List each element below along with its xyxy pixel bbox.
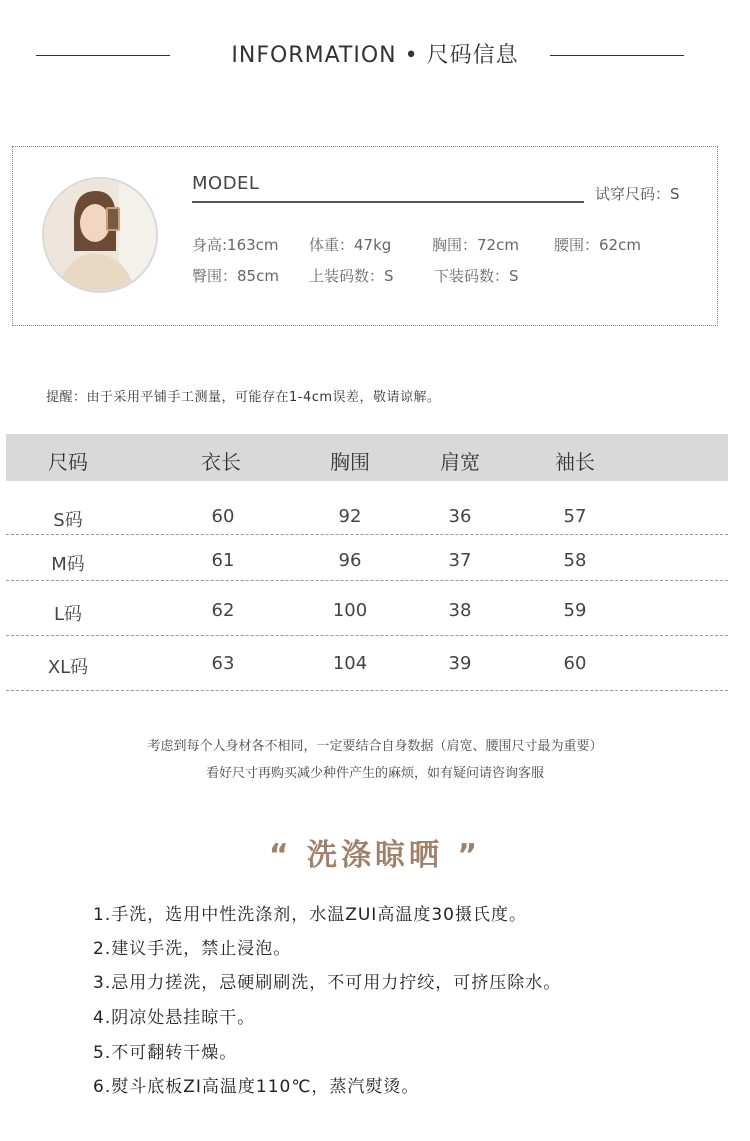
size-note-2: 看好尺寸再购买减少种件产生的麻烦，如有疑问请咨询客服 bbox=[205, 766, 544, 781]
header-size: 尺码 bbox=[48, 450, 88, 474]
page-title: INFORMATION • 尺码信息 bbox=[231, 43, 519, 68]
model-underline bbox=[192, 201, 584, 203]
model-label: MODEL bbox=[192, 173, 260, 194]
model-photo-image bbox=[44, 179, 156, 291]
table-cell: 60 bbox=[211, 506, 235, 527]
wash-item: 3.忌用力搓洗，忌硬刷刷洗，不可用力拧绞，可挤压除水。 bbox=[93, 973, 562, 993]
table-cell: 58 bbox=[563, 550, 587, 571]
table-cell: 59 bbox=[563, 600, 587, 621]
size-note-1: 考虑到每个人身材各不相同，一定要结合自身数据（肩宽、腰围尺寸最为重要） bbox=[147, 739, 603, 754]
table-cell: M码 bbox=[51, 554, 85, 575]
table-cell: 62 bbox=[211, 600, 235, 621]
row-divider bbox=[6, 534, 728, 535]
table-cell: 39 bbox=[448, 653, 472, 674]
table-cell: 38 bbox=[448, 600, 472, 621]
table-cell: 60 bbox=[563, 653, 587, 674]
row-divider bbox=[6, 635, 728, 636]
header-length: 衣长 bbox=[201, 450, 241, 474]
stat-top-size: 上装码数：S bbox=[309, 267, 394, 285]
measurement-notice: 提醒：由于采用平铺手工测量，可能存在1-4cm误差，敬请谅解。 bbox=[46, 390, 441, 405]
row-divider bbox=[6, 690, 728, 691]
table-cell: 36 bbox=[448, 506, 472, 527]
header-bust: 胸围 bbox=[330, 450, 370, 474]
wash-item: 1.手洗，选用中性洗涤剂，水温ZUI高温度30摄氏度。 bbox=[93, 905, 527, 925]
header-sleeve: 袖长 bbox=[555, 450, 595, 474]
stat-height: 身高:163cm bbox=[192, 236, 279, 254]
table-cell: 57 bbox=[563, 506, 587, 527]
table-cell: L码 bbox=[53, 604, 83, 625]
stat-hip: 臀围：85cm bbox=[192, 267, 279, 285]
table-cell: S码 bbox=[53, 510, 83, 531]
try-size: 试穿尺码：S bbox=[595, 185, 680, 203]
table-cell: 104 bbox=[332, 653, 368, 674]
table-cell: XL码 bbox=[47, 657, 89, 678]
row-divider bbox=[6, 580, 728, 581]
table-cell: 96 bbox=[338, 550, 362, 571]
table-cell: 61 bbox=[211, 550, 235, 571]
stat-weight: 体重：47kg bbox=[309, 236, 392, 254]
table-cell: 63 bbox=[211, 653, 235, 674]
wash-title: “ 洗涤晾晒 ” bbox=[268, 838, 482, 873]
stat-waist: 腰围：62cm bbox=[554, 236, 641, 254]
model-avatar bbox=[42, 177, 158, 293]
wash-item: 6.熨斗底板ZI高温度110℃，蒸汽熨烫。 bbox=[93, 1077, 420, 1097]
stat-bottom-size: 下装码数：S bbox=[434, 267, 519, 285]
stat-bust: 胸围：72cm bbox=[432, 236, 519, 254]
wash-item: 2.建议手洗，禁止浸泡。 bbox=[93, 939, 292, 959]
header-shoulder: 肩宽 bbox=[440, 450, 480, 474]
table-cell: 100 bbox=[332, 600, 368, 621]
table-cell: 37 bbox=[448, 550, 472, 571]
table-cell: 92 bbox=[338, 506, 362, 527]
wash-item: 4.阴凉处悬挂晾干。 bbox=[93, 1008, 256, 1028]
wash-item: 5.不可翻转干燥。 bbox=[93, 1043, 238, 1063]
